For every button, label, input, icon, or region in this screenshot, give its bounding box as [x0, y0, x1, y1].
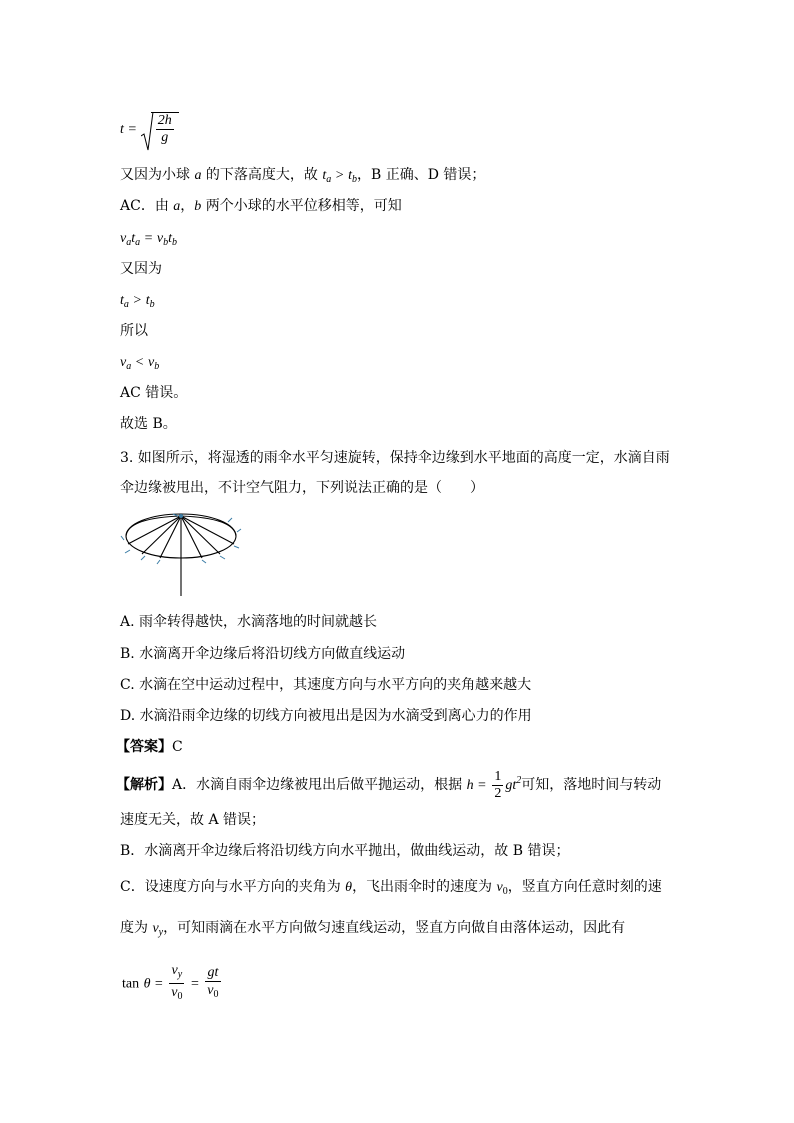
sub: a	[123, 299, 129, 310]
sub: b	[351, 174, 357, 185]
sub: y	[158, 927, 164, 938]
sub: a	[135, 237, 141, 248]
option-a: A. 雨伞转得越快，水滴落地的时间就越长	[120, 614, 378, 630]
sub: y	[177, 969, 183, 980]
var-theta: θ	[143, 976, 151, 992]
text: A．水滴自雨伞边缘被甩出后做平抛运动，根据	[172, 777, 463, 793]
var-v: v	[120, 355, 127, 370]
var-theta: θ	[345, 880, 353, 895]
option-d: D. 水滴沿雨伞边缘的切线方向被甩出是因为水滴受到离心力的作用	[120, 708, 532, 724]
answer-value: C	[172, 739, 183, 755]
sub: b	[149, 299, 155, 310]
gt: >	[335, 168, 344, 183]
text: 又因为小球	[120, 167, 190, 183]
sub: a	[126, 237, 132, 248]
eq-t	[120, 290, 155, 315]
text: ，飞出雨伞时的速度为	[352, 879, 493, 895]
analysis-b: B．水滴离开伞边缘后将沿切线方向水平抛出，做曲线运动，故 B 错误；	[120, 843, 570, 859]
var-v: v	[152, 921, 159, 936]
var-t: t	[322, 168, 327, 183]
text: ，竖直方向任意时刻的速	[507, 879, 662, 895]
var-v: v	[120, 231, 127, 246]
analysis-a-line2: 速度无关，故 A 错误；	[120, 812, 266, 828]
option-c: C. 水滴在空中运动过程中，其速度方向与水平方向的夹角越来越大	[120, 677, 532, 693]
var-a: a	[173, 199, 181, 214]
text-ac-wrong: AC 错误。	[120, 385, 188, 401]
var-t: t	[145, 293, 150, 308]
text-suoyi: 所以	[120, 323, 148, 339]
tan: tan	[122, 976, 140, 992]
var-h: h	[466, 778, 474, 793]
lt: <	[135, 355, 144, 370]
umbrella-figure	[120, 508, 244, 598]
text-line-ac	[120, 196, 402, 217]
var-t: t	[120, 122, 124, 137]
text: ，B 正确、D 错误；	[356, 167, 486, 183]
analysis-c	[120, 877, 662, 902]
eq-tan	[122, 962, 223, 1005]
var-v: v	[171, 985, 178, 1000]
var-v: v	[496, 880, 503, 895]
text: 的下落高度大，故	[205, 167, 318, 183]
sub: b	[163, 237, 169, 248]
sub: 0	[502, 886, 508, 897]
eq-vt	[120, 228, 177, 253]
sub: a	[326, 174, 332, 185]
gt: >	[133, 293, 142, 308]
sub: a	[126, 361, 132, 372]
question3-line1: 3. 如图所示，将湿透的雨伞水平匀速旋转，保持伞边缘到水平地面的高度一定，水滴自雨	[120, 450, 670, 466]
numerator: 2h	[157, 113, 172, 128]
text: 度为	[120, 920, 148, 936]
equals: =	[154, 976, 163, 992]
var-t: t	[131, 231, 136, 246]
var-t: t	[120, 293, 124, 308]
numerator: 1	[494, 768, 502, 784]
text: 两个小球的水平位移相等，可知	[205, 198, 402, 214]
eq-v	[120, 352, 159, 377]
var-v: v	[156, 231, 164, 246]
sub: b	[172, 237, 178, 248]
var-gt: gt	[505, 778, 517, 793]
var-v: v	[207, 982, 214, 998]
question3-line2: 伞边缘被甩出，不计空气阻力，下列说法正确的是（ ）	[120, 480, 484, 496]
sub: 0	[213, 988, 219, 1000]
denominator: 2	[494, 785, 502, 801]
sub: 0	[177, 991, 183, 1002]
text: AC．由	[120, 198, 169, 214]
formula-t	[120, 112, 179, 146]
analysis-label: 【解析】	[116, 777, 172, 793]
equals: =	[478, 778, 486, 793]
equals: =	[190, 976, 199, 992]
text-line-because	[120, 165, 485, 190]
text: ，可知雨滴在水平方向做匀速直线运动，竖直方向做自由落体运动，因此有	[163, 920, 626, 936]
sup: 2	[516, 775, 522, 786]
sqrt	[141, 112, 179, 146]
var-t: t	[348, 168, 352, 183]
denominator: g	[161, 130, 169, 145]
option-b: B. 水滴离开伞边缘后将沿切线方向做直线运动	[120, 646, 406, 662]
equals: =	[128, 122, 137, 137]
var-b: b	[194, 199, 202, 214]
text: ，	[180, 198, 195, 214]
var-v: v	[171, 963, 178, 978]
var-t: t	[168, 231, 173, 246]
equals: =	[144, 231, 153, 246]
text: C．设速度方向与水平方向的夹角为	[120, 879, 341, 895]
answer-line	[116, 737, 183, 757]
analysis-a	[116, 764, 661, 803]
text-choose-b: 故选 B。	[120, 416, 177, 432]
text: 可知，落地时间与转动	[521, 777, 662, 793]
text-youyinwei: 又因为	[120, 261, 162, 277]
sub: b	[154, 361, 160, 372]
answer-label: 【答案】	[116, 739, 172, 755]
numerator: gt	[205, 965, 220, 982]
analysis-c-line2	[120, 918, 625, 943]
var-a: a	[194, 168, 202, 183]
var-v: v	[148, 355, 155, 370]
